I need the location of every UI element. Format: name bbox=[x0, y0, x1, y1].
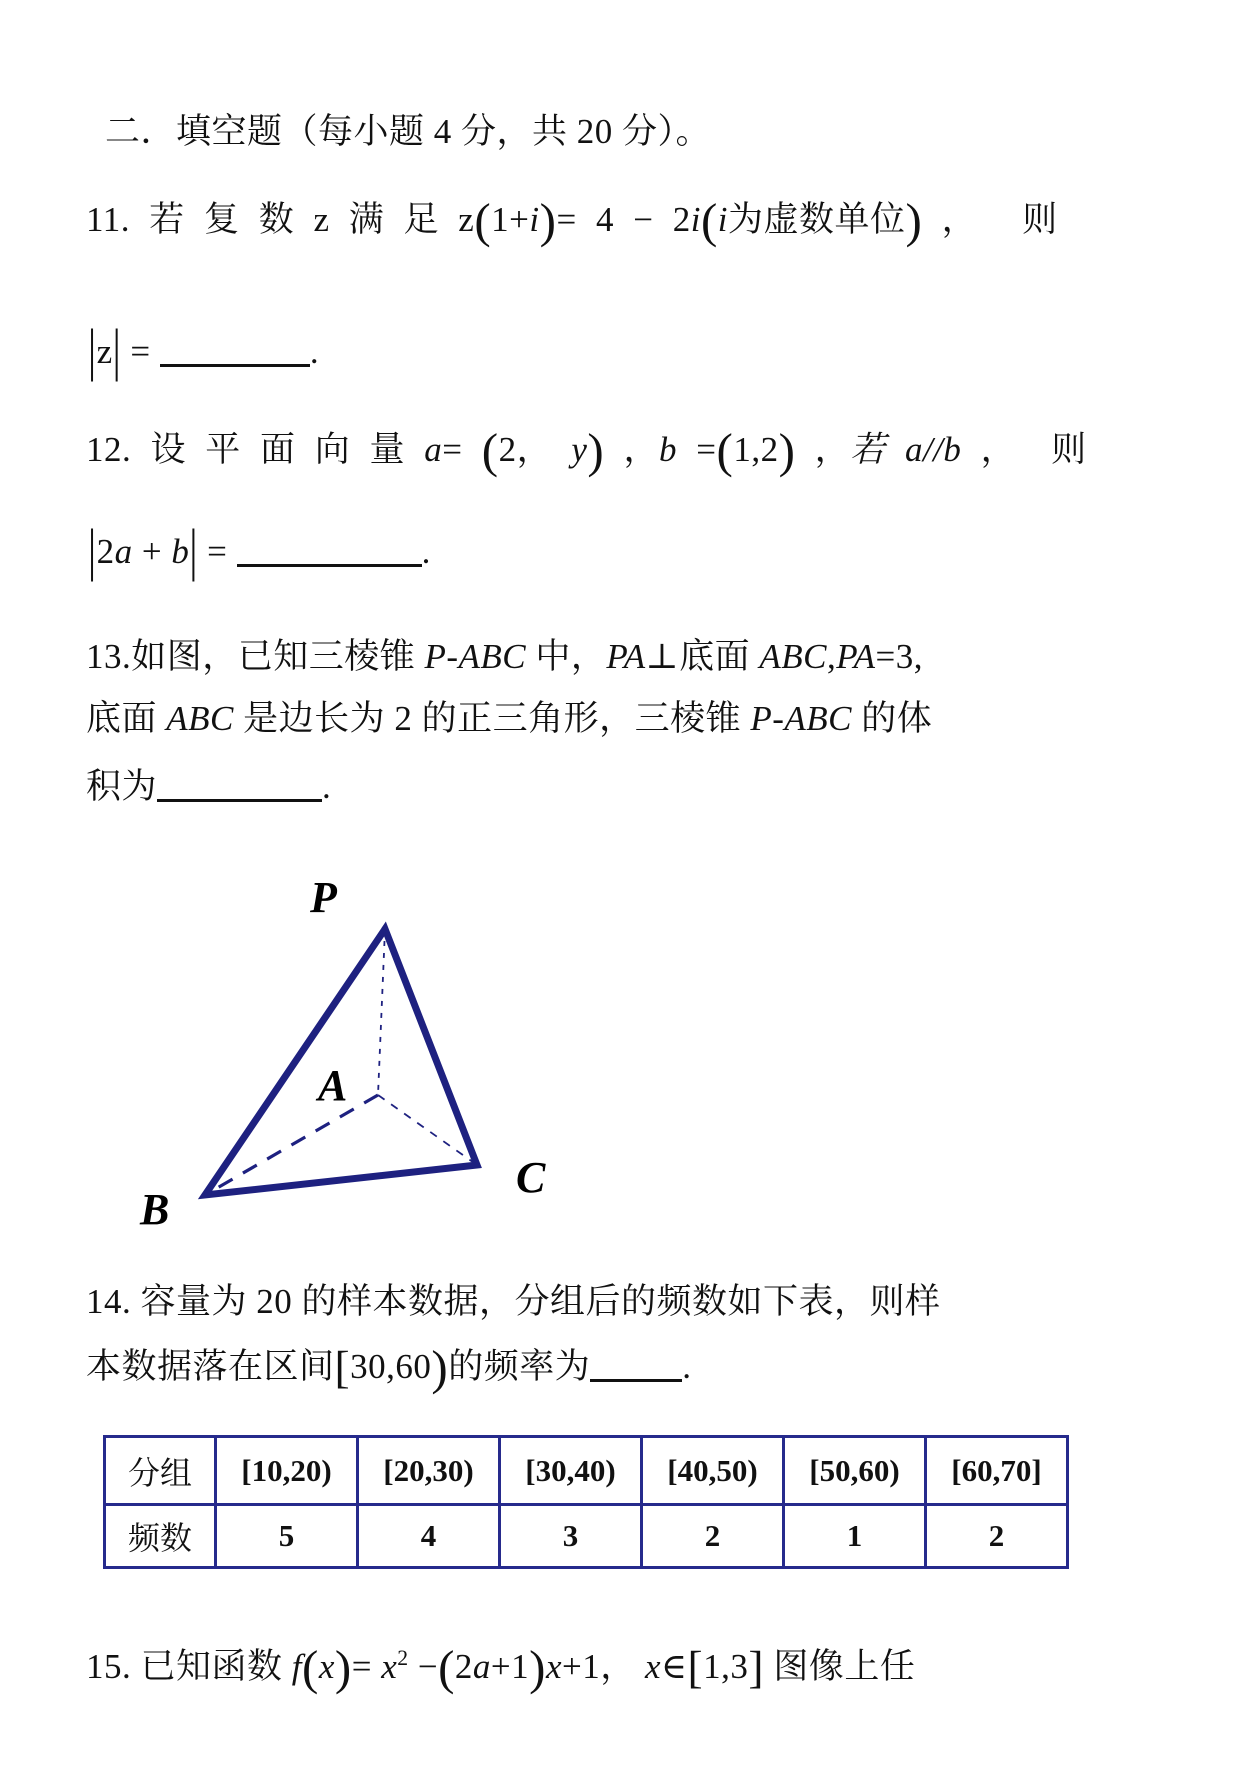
text-segment: 2， bbox=[498, 430, 553, 469]
text-segment: 12. bbox=[86, 430, 151, 469]
text-segment: 若 bbox=[850, 430, 905, 469]
text-segment: 图像上任 bbox=[764, 1647, 916, 1687]
table-cell: [40,50) bbox=[642, 1437, 784, 1505]
text-segment: , bbox=[826, 637, 837, 676]
text-segment: 的频率为 bbox=[448, 1347, 591, 1386]
table-cell: 2 bbox=[642, 1505, 784, 1568]
answer-blank bbox=[160, 329, 310, 367]
text-segment: b bbox=[659, 430, 677, 469]
answer-blank bbox=[590, 1344, 682, 1382]
text-segment: ABC bbox=[759, 637, 827, 676]
text-segment: ， bbox=[922, 200, 978, 239]
text-segment: x bbox=[635, 1647, 662, 1687]
text-segment: 1,3 bbox=[703, 1647, 749, 1687]
text-segment: ， bbox=[961, 430, 1017, 469]
text-segment: 13.如图，已知三棱锥 bbox=[86, 637, 425, 676]
text-segment: ， bbox=[604, 430, 659, 469]
table-row-groups bbox=[105, 1437, 1068, 1505]
text-segment: ( bbox=[302, 1639, 319, 1695]
question-13-line-1 bbox=[86, 635, 923, 679]
text-segment: 14. 容量为 20 的样本数据，分组后的频数如下表，则样 bbox=[86, 1282, 941, 1321]
table-cell: 5 bbox=[216, 1505, 358, 1568]
text-segment: 则 bbox=[1051, 430, 1087, 469]
text-segment: ( bbox=[481, 422, 499, 478]
text-segment: x bbox=[318, 1647, 335, 1687]
text-segment: 中， bbox=[526, 637, 607, 676]
table-cell: [50,60) bbox=[784, 1437, 926, 1505]
text-segment: 的体 bbox=[852, 699, 933, 738]
text-segment: ⊥底面 bbox=[645, 637, 760, 676]
text-segment: ) bbox=[539, 192, 557, 248]
question-14-line-2 bbox=[86, 1339, 692, 1395]
table-header-cell: 分组 bbox=[105, 1437, 216, 1505]
text-segment: +1 bbox=[490, 1647, 530, 1687]
text-segment: ) bbox=[905, 192, 923, 248]
text-segment: ( bbox=[438, 1639, 455, 1695]
text-segment: [ bbox=[334, 1341, 351, 1393]
text-segment: z bbox=[96, 332, 113, 371]
text-segment: 1,2 bbox=[733, 430, 779, 469]
text-segment: P-ABC bbox=[750, 699, 853, 738]
text-segment: ( bbox=[700, 192, 718, 248]
text-segment: 30,60 bbox=[350, 1347, 432, 1386]
vertex-label-A: A bbox=[318, 1061, 348, 1110]
text-segment: 15. 已知函数 bbox=[86, 1647, 292, 1687]
question-13-answer-line bbox=[86, 760, 331, 809]
text-segment: z bbox=[458, 200, 475, 239]
text-segment: [ bbox=[687, 1641, 704, 1693]
text-segment: ( bbox=[716, 422, 734, 478]
text-segment: P-ABC bbox=[424, 637, 527, 676]
vertex-label-P: P bbox=[310, 873, 337, 922]
table-cell: [20,30) bbox=[358, 1437, 500, 1505]
dashed-edge-PA bbox=[378, 929, 385, 1095]
text-segment: f bbox=[291, 1647, 302, 1687]
text-segment: ) bbox=[431, 1339, 449, 1395]
text-segment: ) bbox=[529, 1639, 546, 1695]
question-11-answer-line: |z| = . bbox=[88, 316, 320, 382]
text-segment: i bbox=[690, 200, 701, 239]
question-15-line-1 bbox=[86, 1639, 916, 1695]
text-segment: 2 bbox=[397, 1646, 409, 1670]
table-cell: [60,70] bbox=[926, 1437, 1068, 1505]
text-segment: 积为 bbox=[86, 767, 158, 806]
text-segment: 底面 bbox=[86, 699, 167, 738]
text-segment: x bbox=[381, 1647, 398, 1687]
text-segment: 2 bbox=[454, 1647, 473, 1687]
text-segment: z bbox=[313, 200, 330, 239]
text-segment: . bbox=[682, 1347, 692, 1386]
table-cell: [30,40) bbox=[500, 1437, 642, 1505]
text-segment: . bbox=[421, 532, 431, 571]
text-segment: 是边长为 2 的正三角形，三棱锥 bbox=[233, 699, 751, 738]
frequency-table bbox=[103, 1435, 1069, 1569]
table-cell: 1 bbox=[784, 1505, 926, 1568]
table-header-cell: 频数 bbox=[105, 1505, 216, 1568]
text-segment: ) bbox=[778, 422, 796, 478]
answer-blank bbox=[237, 529, 422, 567]
text-segment: ABC bbox=[166, 699, 234, 738]
table-cell: 4 bbox=[358, 1505, 500, 1568]
text-segment: = bbox=[677, 430, 717, 469]
text-segment: ， bbox=[795, 430, 851, 469]
text-segment: a bbox=[114, 532, 133, 571]
text-segment: − bbox=[408, 1647, 439, 1687]
text-segment: a bbox=[472, 1647, 491, 1687]
text-segment: PA bbox=[836, 637, 876, 676]
text-segment: = bbox=[351, 1647, 382, 1687]
text-segment: 则 bbox=[1022, 200, 1058, 239]
text-segment: = 4 − 2 bbox=[556, 200, 691, 239]
text-segment: i bbox=[529, 200, 540, 239]
text-segment: a//b bbox=[904, 430, 962, 469]
text-segment: ∈ bbox=[661, 1647, 688, 1687]
table-cell: [10,20) bbox=[216, 1437, 358, 1505]
text-segment: 1+ bbox=[491, 200, 530, 239]
text-segment: =3, bbox=[875, 637, 923, 676]
question-12-line-1 bbox=[86, 422, 1087, 478]
text-segment: 若 复 数 bbox=[149, 200, 314, 239]
question-13-line-2 bbox=[86, 697, 932, 741]
table-cell: 3 bbox=[500, 1505, 642, 1568]
text-segment: + bbox=[132, 532, 172, 571]
text-segment: 满 足 bbox=[329, 200, 459, 239]
text-segment: = bbox=[442, 430, 482, 469]
text-segment: ] bbox=[748, 1641, 765, 1693]
text-segment: ) bbox=[587, 422, 605, 478]
text-segment: +1， bbox=[562, 1647, 636, 1687]
table-row-frequencies bbox=[105, 1505, 1068, 1568]
text-segment: x bbox=[546, 1647, 563, 1687]
vertex-label-C: C bbox=[516, 1153, 546, 1202]
text-segment: = bbox=[121, 332, 160, 371]
answer-blank bbox=[157, 764, 322, 802]
question-14-line-1 bbox=[86, 1280, 941, 1324]
table-cell: 2 bbox=[926, 1505, 1068, 1568]
tetrahedron-figure bbox=[100, 852, 580, 1262]
text-segment: 为虚数单位 bbox=[728, 200, 906, 239]
text-segment: PA bbox=[606, 637, 646, 676]
text-segment: 本数据落在区间 bbox=[86, 1347, 335, 1386]
vertex-label-B: B bbox=[140, 1185, 170, 1234]
section-header: 二．填空题（每小题 4 分，共 20 分）。 bbox=[105, 112, 712, 151]
text-segment: ( bbox=[474, 192, 492, 248]
text-segment: 设 平 面 向 量 bbox=[150, 430, 425, 469]
text-segment: = bbox=[197, 532, 237, 571]
text-segment: 11. bbox=[86, 200, 150, 239]
text-segment: 2 bbox=[96, 532, 115, 571]
text-segment: . bbox=[309, 332, 320, 371]
text-segment: . bbox=[322, 767, 332, 806]
text-segment: y bbox=[552, 430, 588, 469]
text-segment: i bbox=[717, 200, 728, 239]
text-segment: b bbox=[171, 532, 190, 571]
text-segment: ) bbox=[334, 1639, 352, 1695]
question-11-line-1 bbox=[86, 192, 1058, 248]
text-segment: a bbox=[424, 430, 443, 469]
question-12-answer-line: |2a + b| = . bbox=[88, 516, 431, 582]
